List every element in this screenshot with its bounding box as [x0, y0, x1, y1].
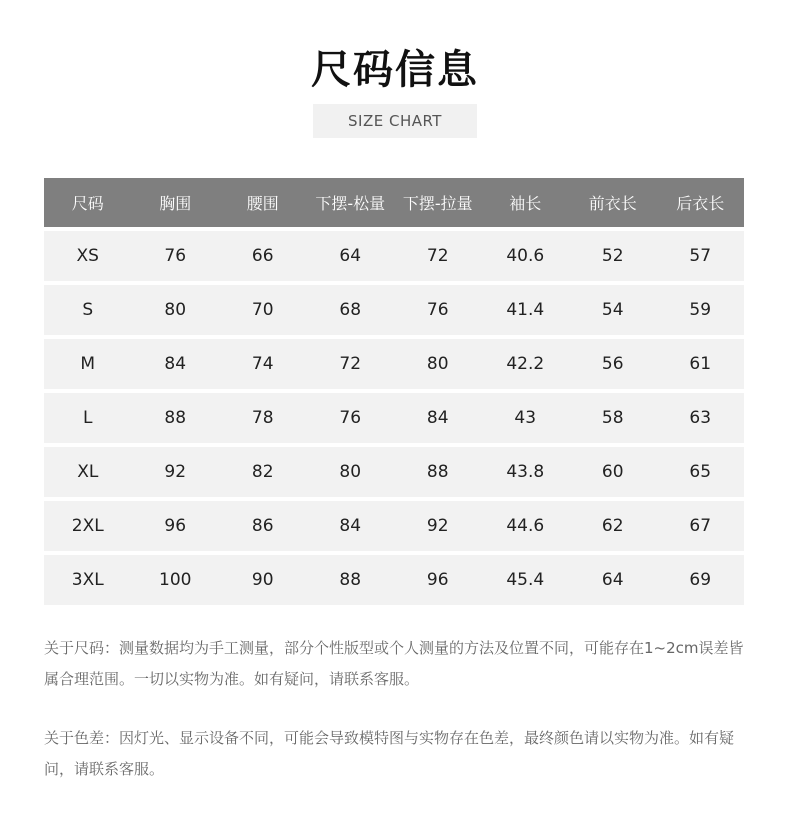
size-chart-table: [44, 178, 744, 605]
table-cell: 67: [689, 516, 712, 536]
size-note: 关于尺码：测量数据均为手工测量，部分个性版型或个人测量的方法及位置不同，可能存在1~2cm误差皆属合理范围。一切以实物为准。如有疑问，请联系客服。: [44, 639, 744, 688]
page-subtitle: SIZE CHART: [313, 104, 477, 138]
table-cell: 92: [426, 516, 449, 536]
table-cell: 92: [164, 462, 187, 482]
table-row: [44, 231, 744, 281]
table-cell: 82: [251, 462, 274, 482]
table-cell: 72: [339, 354, 362, 374]
table-cell: 69: [689, 570, 712, 590]
table-cell: 84: [426, 408, 449, 428]
table-cell: 72: [426, 246, 449, 266]
table-cell: 61: [689, 354, 712, 374]
table-cell: M: [80, 354, 96, 374]
header-cell-hem-relaxed: 下摆-松量: [315, 194, 386, 213]
table-cell: 88: [426, 462, 449, 482]
table-cell: 43: [514, 408, 537, 428]
table-cell: 44.6: [506, 516, 545, 536]
header-cell-chest: 胸围: [159, 194, 192, 213]
header-cell-sleeve: 袖长: [509, 194, 542, 213]
table-cell: 88: [164, 408, 187, 428]
table-cell: 52: [601, 246, 624, 266]
table-cell: 54: [601, 300, 624, 320]
table-row: [44, 285, 744, 335]
table-cell: 63: [689, 408, 712, 428]
table-row: [44, 501, 744, 551]
table-cell: XL: [77, 462, 99, 482]
table-cell: 65: [689, 462, 712, 482]
header-cell-back-length: 后衣长: [676, 194, 725, 213]
table-cell: 80: [426, 354, 449, 374]
table-cell: 3XL: [71, 570, 104, 590]
table-cell: 64: [601, 570, 624, 590]
table-cell: 80: [339, 462, 362, 482]
header-cell-size: 尺码: [71, 194, 104, 213]
table-cell: 56: [601, 354, 624, 374]
table-cell: 80: [164, 300, 187, 320]
table-cell: 86: [251, 516, 274, 536]
header-cell-hem-stretched: 下摆-拉量: [402, 194, 473, 213]
table-cell: 57: [689, 246, 712, 266]
table-cell: 100: [159, 570, 192, 590]
table-cell: 45.4: [506, 570, 545, 590]
color-note: 关于色差：因灯光、显示设备不同，可能会导致模特图与实物存在色差，最终颜色请以实物为准。如有疑问，请联系客服。: [44, 729, 735, 778]
table-row: [44, 555, 744, 605]
table-cell: 90: [251, 570, 274, 590]
table-row: [44, 393, 744, 443]
table-cell: 76: [339, 408, 362, 428]
table-cell: 66: [251, 246, 274, 266]
table-cell: 43.8: [506, 462, 545, 482]
table-cell: 58: [601, 408, 624, 428]
table-cell: 74: [251, 354, 274, 374]
table-cell: 59: [689, 300, 712, 320]
table-cell: 96: [164, 516, 187, 536]
table-cell: 78: [251, 408, 274, 428]
table-cell: 41.4: [506, 300, 545, 320]
table-cell: 64: [339, 246, 362, 266]
header-cell-front-length: 前衣长: [588, 194, 637, 213]
table-cell: 84: [164, 354, 187, 374]
table-cell: 2XL: [71, 516, 104, 536]
table-cell: 88: [339, 570, 362, 590]
table-row: [44, 339, 744, 389]
table-cell: 70: [251, 300, 274, 320]
table-cell: 76: [164, 246, 187, 266]
table-row: [44, 447, 744, 497]
table-header-row: [44, 178, 744, 227]
table-cell: XS: [76, 246, 99, 266]
table-cell: 62: [601, 516, 624, 536]
table-cell: 42.2: [506, 354, 545, 374]
page-title: 尺码信息: [311, 47, 479, 93]
table-cell: 40.6: [506, 246, 545, 266]
table-cell: L: [83, 408, 93, 428]
header-cell-waist: 腰围: [246, 194, 279, 213]
table-cell: 68: [339, 300, 362, 320]
table-cell: 96: [426, 570, 449, 590]
table-cell: 84: [339, 516, 362, 536]
table-cell: 60: [601, 462, 624, 482]
table-cell: S: [82, 300, 94, 320]
table-cell: 76: [426, 300, 449, 320]
